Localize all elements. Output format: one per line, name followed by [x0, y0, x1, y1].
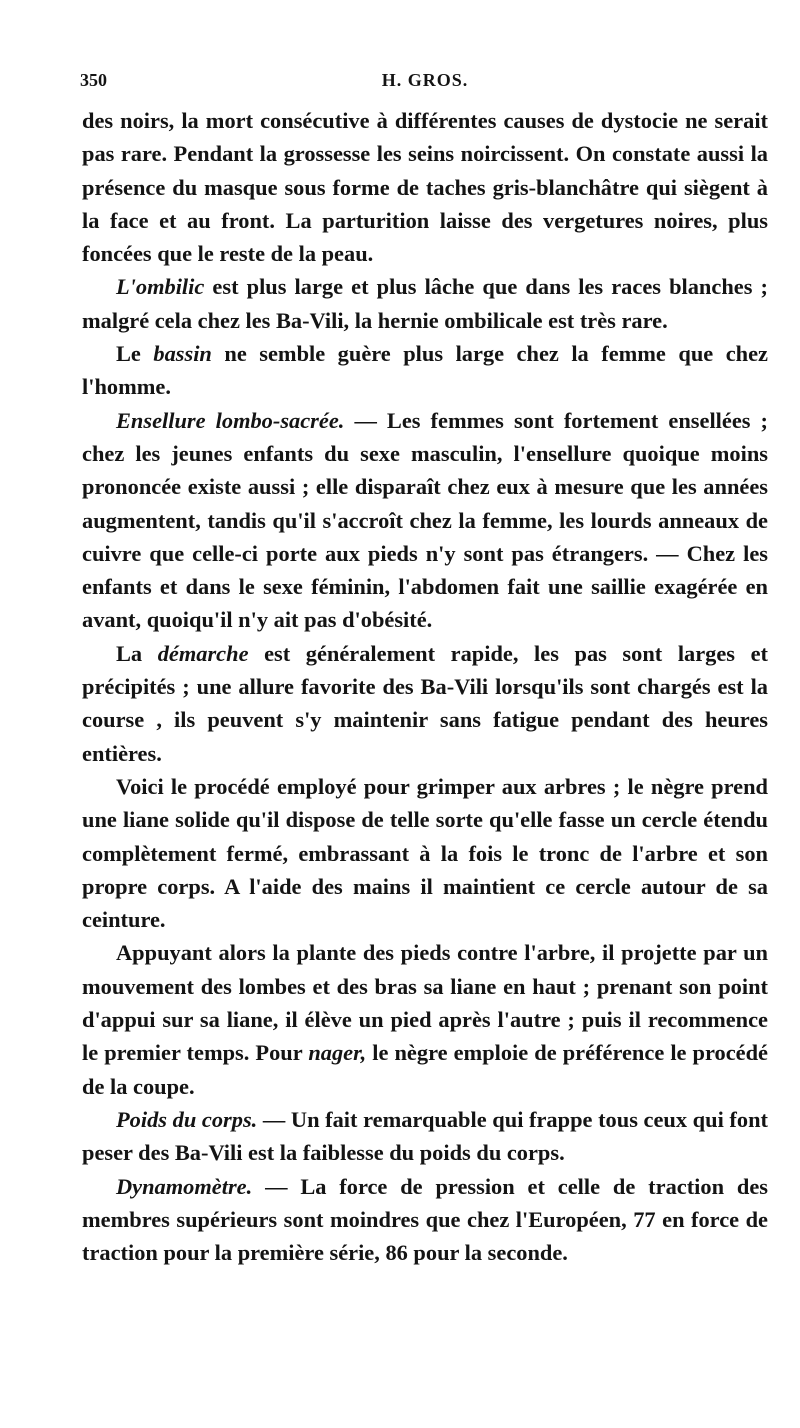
paragraph-bassin [82, 337, 768, 404]
paragraph-ombilic [82, 270, 768, 337]
paragraph-text: Appuyant alors la plante des pieds contre l'arbre, il projette par un mouvement des lombes et des bras sa liane en haut ; prenant son point d'appui sur sa liane, il élève un pied après l'autre ; puis il recommence le premier temps. Pour [82, 940, 768, 1066]
page-number: 350 [80, 70, 107, 90]
running-title: H. GROS. [381, 70, 469, 90]
paragraph-ensellure [82, 404, 768, 637]
paragraph-lead: Poids du corps. [116, 1106, 258, 1132]
paragraph-nager [82, 936, 768, 1102]
paragraph-text: des noirs, la mort consécutive à différentes causes de dystocie ne serait pas rare. Pendant la grossesse les seins noircissent. On constate aussi la présence du masque sous forme de taches gris-blanchâtre qui siègent à la face et au front. La parturition laisse des vergetures noires, plus foncées que le reste de la peau. [82, 108, 768, 267]
paragraph-lead: démarche [157, 640, 249, 666]
running-header [80, 70, 770, 100]
paragraph-text: est généralement rapide, les pas sont larges et précipités ; une allure favorite des Ba-Vili lorsqu'ils sont chargés est la course , ils peuvent s'y maintenir sans fatigue pendant des heures entières. [82, 640, 768, 766]
paragraph-demarche [82, 637, 768, 770]
paragraph-text: Voici le procédé employé pour grimper aux arbres ; le nègre prend une liane solide qu'il dispose de telle sorte qu'elle fasse un cercle étendu complètement fermé, embrassant à la fois le tronc de l'arbre et son propre corps. A l'aide des mains il maintient ce cercle autour de sa ceinture. [82, 773, 768, 933]
paragraph-prefix: La [116, 640, 158, 666]
paragraph-grimper [82, 770, 768, 936]
paragraph-lead: Ensellure lombo-sacrée. [116, 407, 345, 433]
body-text [82, 104, 768, 1269]
paragraph-suffix: le nègre emploie de préférence le procédé de la coupe. [82, 1040, 768, 1099]
paragraph-dynamometre [82, 1170, 768, 1270]
paragraph-prefix: Le [116, 341, 154, 367]
paragraph-lead: nager, [308, 1040, 367, 1066]
paragraph-text: — Un fait remarquable qui frappe tous ceux qui font peser des Ba-Vili est la faiblesse du poids du corps. [82, 1106, 768, 1166]
paragraph-lead: Dynamomètre. [116, 1173, 253, 1199]
paragraph-poids [82, 1103, 768, 1170]
paragraph-text: est plus large et plus lâche que dans les races blanches ; malgré cela chez les Ba-Vili, la hernie ombilicale est très rare. [82, 274, 768, 333]
paragraph-lead: L'ombilic [116, 274, 205, 300]
paragraph-text: — Les femmes sont fortement ensellées ; chez les jeunes enfants du sexe masculin, l'ensellure quoique moins prononcée existe aussi ; elle disparaît chez eux à mesure que les années augmentent, tandis qu'il s'accroît chez la femme, les lourds anneaux de cuivre que celle-ci porte aux pieds n'y sont pas étrangers. — Chez les enfants et dans le sexe féminin, l'abdomen fait une saillie exagérée en avant, quoiqu'il n'y ait pas d'obésité. [82, 407, 768, 633]
paragraph-text: — La force de pression et celle de traction des membres supérieurs sont moindres que chez l'Européen, 77 en force de traction pour la première série, 86 pour la seconde. [82, 1173, 768, 1266]
paragraph-lead: bassin [153, 341, 212, 367]
paragraph-text: ne semble guère plus large chez la femme que chez l'homme. [82, 341, 768, 400]
paragraph-grossesse [82, 104, 768, 270]
